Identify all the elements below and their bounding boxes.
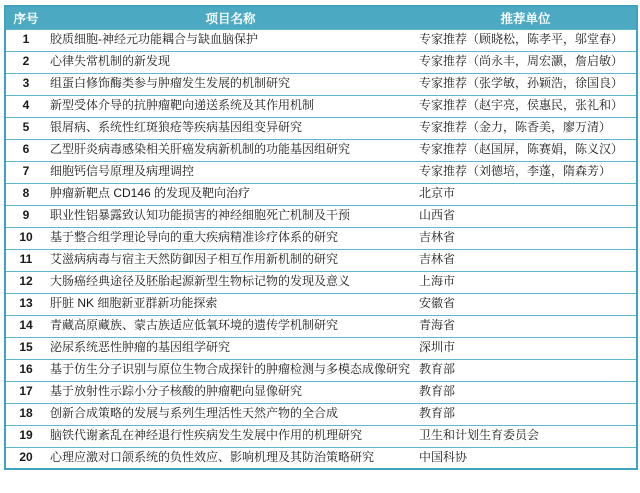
project-name-cell: 基于仿生分子识别与原位生物合成探针的肿瘤检测与多模态成像研究 xyxy=(46,359,415,381)
award-projects-table xyxy=(4,5,638,470)
row-index-cell: 19 xyxy=(5,425,46,447)
recommending-unit-cell: 专家推荐（张学敏，孙颖浩，徐国良） xyxy=(415,73,637,95)
row-index-cell: 3 xyxy=(5,73,46,95)
project-name-cell: 银屑病、系统性红斑狼疮等疾病基因组变异研究 xyxy=(46,117,415,139)
project-name-cell: 基于整合组学理论导向的重大疾病精准诊疗体系的研究 xyxy=(46,227,415,249)
project-name-cell: 乙型肝炎病毒感染相关肝癌发病新机制的功能基因组研究 xyxy=(46,139,415,161)
project-name-cell: 艾滋病病毒与宿主天然防御因子相互作用新机制的研究 xyxy=(46,249,415,271)
table-row xyxy=(5,29,637,51)
table-row xyxy=(5,447,637,469)
recommending-unit-cell: 教育部 xyxy=(415,381,637,403)
recommending-unit-cell: 专家推荐（尚永丰，周宏灏，詹启敏） xyxy=(415,51,637,73)
recommending-unit-cell: 北京市 xyxy=(415,183,637,205)
recommending-unit-cell: 专家推荐（顾晓松，陈孝平，邬堂春） xyxy=(415,29,637,51)
recommending-unit-cell: 深圳市 xyxy=(415,337,637,359)
header-row xyxy=(5,6,637,29)
recommending-unit-cell: 教育部 xyxy=(415,359,637,381)
project-name-cell: 组蛋白修饰酶类参与肿瘤发生发展的机制研究 xyxy=(46,73,415,95)
project-name-cell: 基于放射性示踪小分子核酸的肿瘤靶向显像研究 xyxy=(46,381,415,403)
recommending-unit-cell: 中国科协 xyxy=(415,447,637,469)
recommending-unit-cell: 专家推荐（金力，陈香美，廖万清） xyxy=(415,117,637,139)
row-index-cell: 8 xyxy=(5,183,46,205)
row-index-cell: 6 xyxy=(5,139,46,161)
header-cell-recommending-unit: 推荐单位 xyxy=(415,6,637,29)
table-row xyxy=(5,337,637,359)
recommending-unit-cell: 安徽省 xyxy=(415,293,637,315)
table-row xyxy=(5,95,637,117)
row-index-cell: 9 xyxy=(5,205,46,227)
table-body xyxy=(5,29,637,469)
project-name-cell: 青藏高原藏族、蒙古族适应低氧环境的遗传学机制研究 xyxy=(46,315,415,337)
recommending-unit-cell: 吉林省 xyxy=(415,249,637,271)
table-row xyxy=(5,51,637,73)
recommending-unit-cell: 专家推荐（刘德培，李蓬，隋森芳） xyxy=(415,161,637,183)
project-name-cell: 泌尿系统恶性肿瘤的基因组学研究 xyxy=(46,337,415,359)
row-index-cell: 16 xyxy=(5,359,46,381)
recommending-unit-cell: 专家推荐（赵国屏，陈赛娟，陈义汉） xyxy=(415,139,637,161)
row-index-cell: 1 xyxy=(5,29,46,51)
row-index-cell: 4 xyxy=(5,95,46,117)
recommending-unit-cell: 教育部 xyxy=(415,403,637,425)
table-row xyxy=(5,359,637,381)
header-cell-project-name: 项目名称 xyxy=(46,6,415,29)
table-row xyxy=(5,73,637,95)
table-row xyxy=(5,293,637,315)
row-index-cell: 7 xyxy=(5,161,46,183)
recommending-unit-cell: 青海省 xyxy=(415,315,637,337)
project-name-cell: 创新合成策略的发展与系列生理活性天然产物的全合成 xyxy=(46,403,415,425)
table-row xyxy=(5,139,637,161)
table-row xyxy=(5,271,637,293)
row-index-cell: 15 xyxy=(5,337,46,359)
row-index-cell: 17 xyxy=(5,381,46,403)
row-index-cell: 13 xyxy=(5,293,46,315)
row-index-cell: 10 xyxy=(5,227,46,249)
project-name-cell: 职业性铝暴露致认知功能损害的神经细胞死亡机制及干预 xyxy=(46,205,415,227)
row-index-cell: 5 xyxy=(5,117,46,139)
table-row xyxy=(5,381,637,403)
table-row xyxy=(5,403,637,425)
table-row xyxy=(5,249,637,271)
recommending-unit-cell: 山西省 xyxy=(415,205,637,227)
row-index-cell: 2 xyxy=(5,51,46,73)
recommending-unit-cell: 卫生和计划生育委员会 xyxy=(415,425,637,447)
project-name-cell: 大肠癌经典途径及胚胎起源新型生物标记物的发现及意义 xyxy=(46,271,415,293)
recommending-unit-cell: 专家推荐（赵宇亮，侯惠民，张礼和） xyxy=(415,95,637,117)
table-row xyxy=(5,425,637,447)
table-row xyxy=(5,117,637,139)
row-index-cell: 20 xyxy=(5,447,46,469)
table-row xyxy=(5,315,637,337)
table-row xyxy=(5,227,637,249)
table-row xyxy=(5,161,637,183)
project-name-cell: 心理应激对口颌系统的负性效应、影响机理及其防治策略研究 xyxy=(46,447,415,469)
table-row xyxy=(5,205,637,227)
row-index-cell: 12 xyxy=(5,271,46,293)
table-row xyxy=(5,183,637,205)
project-name-cell: 肝脏 NK 细胞新亚群新功能探索 xyxy=(46,293,415,315)
project-name-cell: 胶质细胞-神经元功能耦合与缺血脑保护 xyxy=(46,29,415,51)
project-name-cell: 心律失常机制的新发现 xyxy=(46,51,415,73)
recommending-unit-cell: 上海市 xyxy=(415,271,637,293)
project-name-cell: 脑铁代谢紊乱在神经退行性疾病发生发展中作用的机理研究 xyxy=(46,425,415,447)
recommending-unit-cell: 吉林省 xyxy=(415,227,637,249)
header-cell-index: 序号 xyxy=(5,6,46,29)
project-name-cell: 肿瘤新靶点 CD146 的发现及靶向治疗 xyxy=(46,183,415,205)
row-index-cell: 18 xyxy=(5,403,46,425)
project-name-cell: 细胞钙信号原理及病理调控 xyxy=(46,161,415,183)
row-index-cell: 14 xyxy=(5,315,46,337)
project-name-cell: 新型受体介导的抗肿瘤靶向递送系统及其作用机制 xyxy=(46,95,415,117)
row-index-cell: 11 xyxy=(5,249,46,271)
table-header xyxy=(5,6,637,29)
